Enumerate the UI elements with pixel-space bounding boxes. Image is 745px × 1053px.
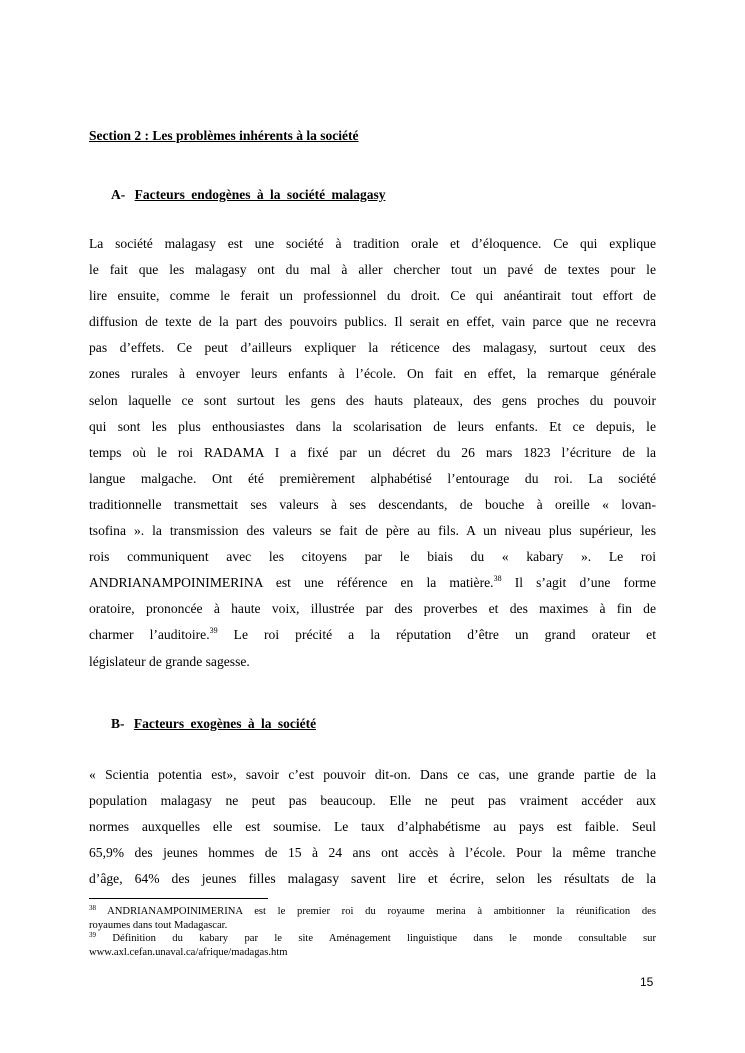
footnote-text: Définition du kabary par le site Aménagement linguistique dans le monde consultable sur xyxy=(112,933,656,945)
footnote-ref-39[interactable]: 39 xyxy=(209,626,218,636)
section-title: Section 2 : Les problèmes inhérents à la société xyxy=(89,128,359,143)
paragraph-line: temps où le roi RADAMA I a fixé par un décret du 26 mars 1823 l’écriture de la xyxy=(89,444,656,460)
paragraph-line: « Scientia potentia est», savoir c’est pouvoir dit-on. Dans ce cas, une grande partie de la xyxy=(89,767,656,782)
subsection-b-heading xyxy=(111,716,316,732)
paragraph-line: lire ensuite, comme le ferait un professionnel du droit. Ce qui anéantirait tout effort de xyxy=(89,288,656,304)
footnote-38-cont: royaumes dans tout Madagascar. xyxy=(89,919,228,931)
line-text: Le roi précité a la réputation d’être un grand orateur et xyxy=(217,627,656,643)
paragraph-line: le fait que les malagasy ont du mal à aller chercher tout un pavé de textes pour le xyxy=(89,262,656,278)
paragraph-line: selon laquelle ce sont surtout les gens des hauts plateaux, des gens proches du pouvoir xyxy=(89,392,656,408)
subsection-a-title: Facteurs endogènes à la société malagasy xyxy=(134,187,386,202)
footnote-number: 39 xyxy=(89,931,96,940)
paragraph-line: traditionnelle transmettait ses valeurs à ses descendants, de bouche à oreille « lovan- xyxy=(89,496,656,512)
paragraph-line: pas d’effets. Ce peut d’ailleurs expliquer la réticence des malagasy, surtout ceux des xyxy=(89,340,656,356)
paragraph-line: qui sont les plus enthousiastes dans la scolarisation de leurs enfants. Et ce depuis, le xyxy=(89,418,656,434)
paragraph-line: langue malgache. Ont été premièrement alphabétisé l’entourage du roi. La société xyxy=(89,470,656,486)
subsection-b-letter: B- xyxy=(111,716,125,731)
paragraph-line: normes auxquelles elle est soumise. Le taux d’alphabétisme au pays est faible. Seul xyxy=(89,819,656,835)
paragraph-line: législateur de grande sagesse. xyxy=(89,653,250,669)
line-text: charmer l’auditoire. xyxy=(89,627,210,643)
footnotes xyxy=(89,905,656,959)
footnote-39 xyxy=(89,932,656,946)
paragraph-line: d’âge, 64% des jeunes filles malagasy savent lire et écrire, selon les résultats de la xyxy=(89,871,656,887)
subsection-b-title: Facteurs exogènes à la société xyxy=(133,716,317,731)
paragraph-line: tsofina ». la transmission des valeurs se fait de père au fils. A un niveau plus supérieur, les xyxy=(89,523,656,539)
line-text: Il s’agit d’une forme xyxy=(501,575,657,591)
paragraph-line: diffusion de texte de la part des pouvoirs publics. Il serait en effet, vain parce que ne recevra xyxy=(89,314,656,330)
paragraph-line xyxy=(89,570,656,596)
paragraph-line: 65,9% des jeunes hommes de 15 à 24 ans ont accès à l’école. Pour la même tranche xyxy=(89,845,656,861)
paragraph-line: rois communiquent avec les citoyens par le biais du « kabary ». Le roi xyxy=(89,549,656,565)
paragraph-line: zones rurales à envoyer leurs enfants à l’école. On fait en effet, la remarque générale xyxy=(89,366,656,382)
page-number: 15 xyxy=(640,975,654,989)
footnote-text: ANDRIANAMPOINIMERINA est le premier roi du royaume merina à ambitionner la réunification des xyxy=(107,906,656,917)
paragraph-line: oratoire, prononcée à haute voix, illustrée par des proverbes et des maximes à fin de xyxy=(89,601,656,617)
footnote-ref-38[interactable]: 38 xyxy=(493,574,502,584)
footnote-separator xyxy=(89,898,268,899)
paragraph-line: population malagasy ne peut pas beaucoup. Elle ne peut pas vraiment accéder aux xyxy=(89,793,656,809)
line-text: ANDRIANAMPOINIMERINA est une référence en la matière. xyxy=(89,575,494,591)
footnote-link[interactable]: www.axl.cefan.unaval.ca/afrique/madagas.htm xyxy=(89,946,288,958)
subsection-a-heading xyxy=(111,187,385,203)
footnote-38 xyxy=(89,905,656,919)
paragraph-a xyxy=(89,231,656,675)
subsection-a-letter: A- xyxy=(111,187,126,202)
paragraph-line: La société malagasy est une société à tradition orale et d’éloquence. Ce qui explique xyxy=(89,236,656,251)
paragraph-line xyxy=(89,622,656,648)
paragraph-b xyxy=(89,762,656,892)
footnote-number: 38 xyxy=(89,904,96,912)
